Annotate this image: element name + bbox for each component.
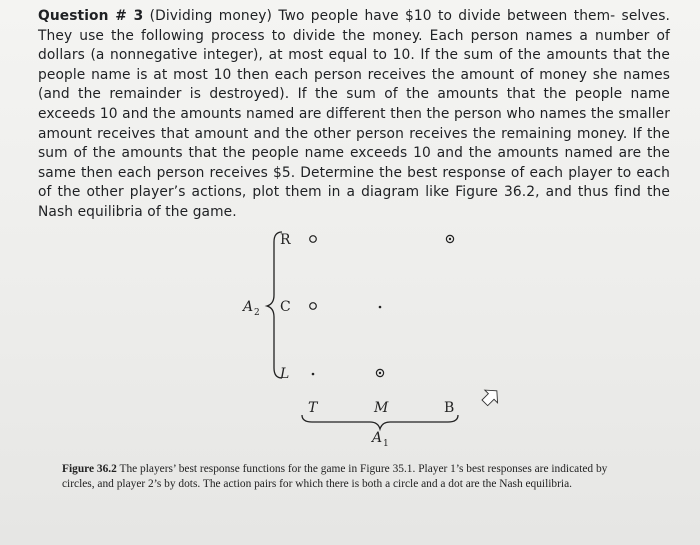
dot-l-t bbox=[312, 373, 315, 376]
player2-subscript: 2 bbox=[254, 308, 260, 318]
question-text: (Dividing money) Two people have $10 to divide between them- selves. They use the following process to divide the money. Each person names a number of dollars (a nonnegative integer), at most equal to 10. If the sum of the amounts that the people name is at most 10 then each person receives the amount of money she names (and the remainder is destroyed). If the sum of the amounts that the people name exceeds 10 and the amounts named are different then the person who names the smaller amount receives that amount and the other person receives the remaining money. If the sum of the amounts that the people name exceeds 10 and the amounts named are the same then each person receives $5. Determine the best response of each player to each of the other player’s actions, plot them in a diagram like Figure 36.2, and thus find the Nash equilibria of the game. bbox=[38, 8, 670, 220]
dot-l-m bbox=[379, 372, 381, 374]
question-label: Question # 3 bbox=[38, 8, 144, 24]
col-label-m: M bbox=[374, 400, 389, 416]
row-label-c: C bbox=[280, 299, 291, 315]
player2-label: A bbox=[243, 299, 254, 315]
player1-label: A bbox=[372, 430, 383, 446]
player1-subscript: 1 bbox=[383, 439, 389, 449]
caption-text: The players’ best response functions for the game in Figure 35.1. Player 1’s best responses are indicated by circles, and player 2’s by dots. The action pairs for which there is both a circle and a dot are the Nash equilibria. bbox=[62, 463, 608, 490]
row-label-r: R bbox=[280, 232, 291, 248]
circle-r-t bbox=[310, 236, 317, 243]
caption-label: Figure 36.2 bbox=[62, 463, 117, 475]
row-label-l: L bbox=[280, 366, 290, 382]
question-paragraph bbox=[38, 7, 670, 223]
cursor-icon bbox=[478, 384, 503, 409]
circle-c-t bbox=[310, 303, 317, 310]
col-brace bbox=[302, 415, 458, 429]
col-label-b: B bbox=[444, 400, 455, 416]
col-label-t: T bbox=[308, 400, 318, 416]
dot-c-m bbox=[379, 306, 382, 309]
figure-caption bbox=[62, 462, 632, 492]
best-response-figure bbox=[230, 220, 510, 450]
dot-r-b bbox=[449, 238, 451, 240]
